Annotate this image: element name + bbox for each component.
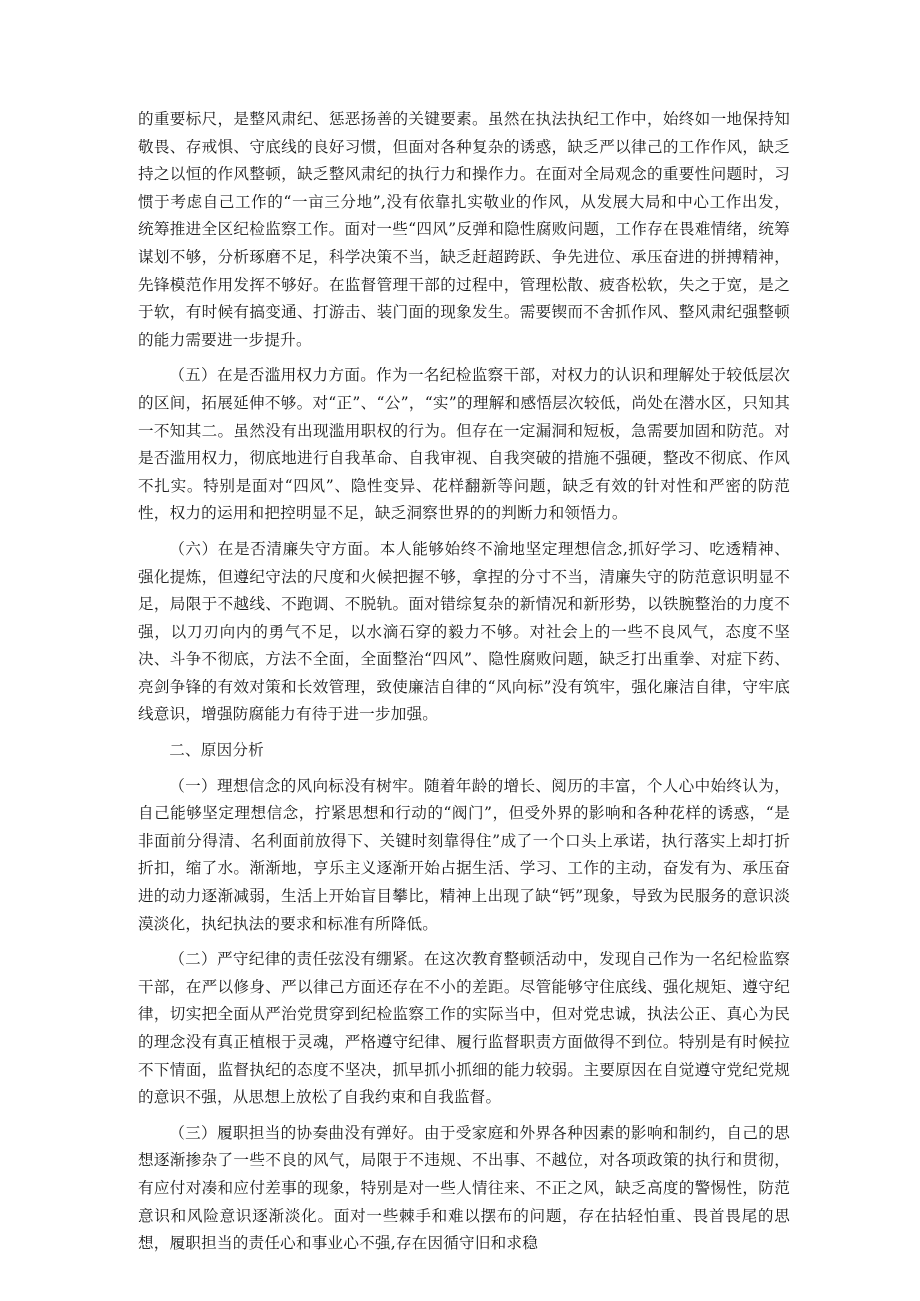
section-heading-cause-analysis: 二、原因分析 (169, 741, 264, 760)
paragraph-discipline: （二）严守纪律的责任弦没有绷紧。在这次教育整顿活动中，发现自己作为一名纪检监察干部，在严以修身、严以律己方面还存在不小的差距。尽管能够守住底线、强化规矩、遵守纪律，切实把全面从严治党贯穿到纪检监察工作的实际当中，但对党忠诚，执法公正、真心为民的理念没有真正植根于灵魂，严格遵守纪律、履行监督职责方面做得不到位。特别是有时候拉不下情面，监督执纪的态度不坚决，抓早抓小抓细的能力较弱。主要原因在自觉遵守党纪党规的意识不强，从思想上放松了自我约束和自我监督。 (138, 950, 790, 1107)
paragraph-integrity: （六）在是否清廉失守方面。本人能够始终不渝地坚定理想信念,抓好学习、吃透精神、强化提炼，但遵纪守法的尺度和火候把握不够，拿捏的分寸不当，清廉失守的防范意识明显不足，局限于不越线、不跑调、不脱轨。面对错综复杂的新情况和新形势，以铁腕整治的力度不强，以刀刃向内的勇气不足，以水滴石穿的毅力不够。对社会上的一些不良风气，态度不坚决、斗争不彻底，方法不全面，全面整治“四风”、隐性腐败问题，缺乏打出重拳、对症下药、亮剑争锋的有效对策和长效管理，致使廉洁自律的“风向标”没有筑牢，强化廉洁自律，守牢底线意识，增强防腐能力有待于进一步加强。 (138, 539, 790, 724)
document-body (138, 106, 790, 1258)
paragraph-responsibility: （三）履职担当的协奏曲没有弹好。由于受家庭和外界各种因素的影响和制约，自己的思想逐渐掺杂了一些不良的风气，局限于不违规、不出事、不越位，对各项政策的执行和贯彻，有应付对凑和应付差事的现象，特别是对一些人情往来、不正之风，缺乏高度的警惕性，防范意识和风险意识逐渐淡化。面对一些棘手和难以摆布的问题，存在拈轻怕重、畏首畏尾的思想，履职担当的责任心和事业心不强,存在因循守旧和求稳 (138, 1123, 790, 1253)
paragraph-ideals-beliefs: （一）理想信念的风向标没有树牢。随着年龄的增长、阅历的丰富，个人心中始终认为，自己能够坚定理想信念，拧紧思想和行动的“阀门”，但受外界的影响和各种花样的诱惑，“是非面前分得清、名利面前放得下、关键时刻靠得住”成了一个口头上承诺，执行落实上却打折折扣，缩了水。渐渐地，亨乐主义逐渐开始占据生活、学习、工作的主动，奋发有为、承压奋进的动力逐渐减弱，生活上开始盲目攀比，精神上出现了缺“钙”现象，导致为民服务的意识淡漠淡化，执纪执法的要求和标准有所降低。 (138, 776, 790, 933)
paragraph-continuation: 的重要标尺，是整风肃纪、惩恶扬善的关键要素。虽然在执法执纪工作中，始终如一地保持知敬畏、存戒惧、守底线的良好习惯，但面对各种复杂的诱惑，缺乏严以律己的工作作风，缺乏持之以恒的作风整顿，缺乏整风肃纪的执行力和操作力。在面对全局观念的重要性问题时，习惯于考虑自己工作的“一亩三分地”,没有依靠扎实敬业的作风，从发展大局和中心工作出发，统筹推进全区纪检监察工作。面对一些“四风”反弹和隐性腐败问题，工作存在畏难情绪，统筹谋划不够，分析琢磨不足，科学决策不当，缺乏赶超跨跃、争先进位、承压奋进的拼搏精神，先锋模范作用发挥不够好。在监督管理干部的过程中，管理松散、疲沓松软，失之于宽，是之于软，有时候有搞变通、打游击、装门面的现象发生。需要锲而不舍抓作风、整风肃纪强整顿的能力需要进一步提升。 (138, 110, 790, 349)
paragraph-abuse-of-power: （五）在是否滥用权力方面。作为一名纪检监察干部，对权力的认识和理解处于较低层次的区间，拓展延伸不够。对“正”、“公”，“实”的理解和感悟层次较低，尚处在潜水区，只知其一不知其二。虽然没有出现滥用职权的行为。但存在一定漏洞和短板，急需要加固和防范。对是否滥用权力，彻底地进行自我革命、自我审视、自我突破的措施不强硬，整改不彻底、作风不扎实。特别是面对“四风”、隐性变异、花样翻新等问题，缺乏有效的针对性和严密的防范性，权力的运用和把控明显不足，缺乏洞察世界的的判断力和领悟力。 (138, 366, 790, 523)
